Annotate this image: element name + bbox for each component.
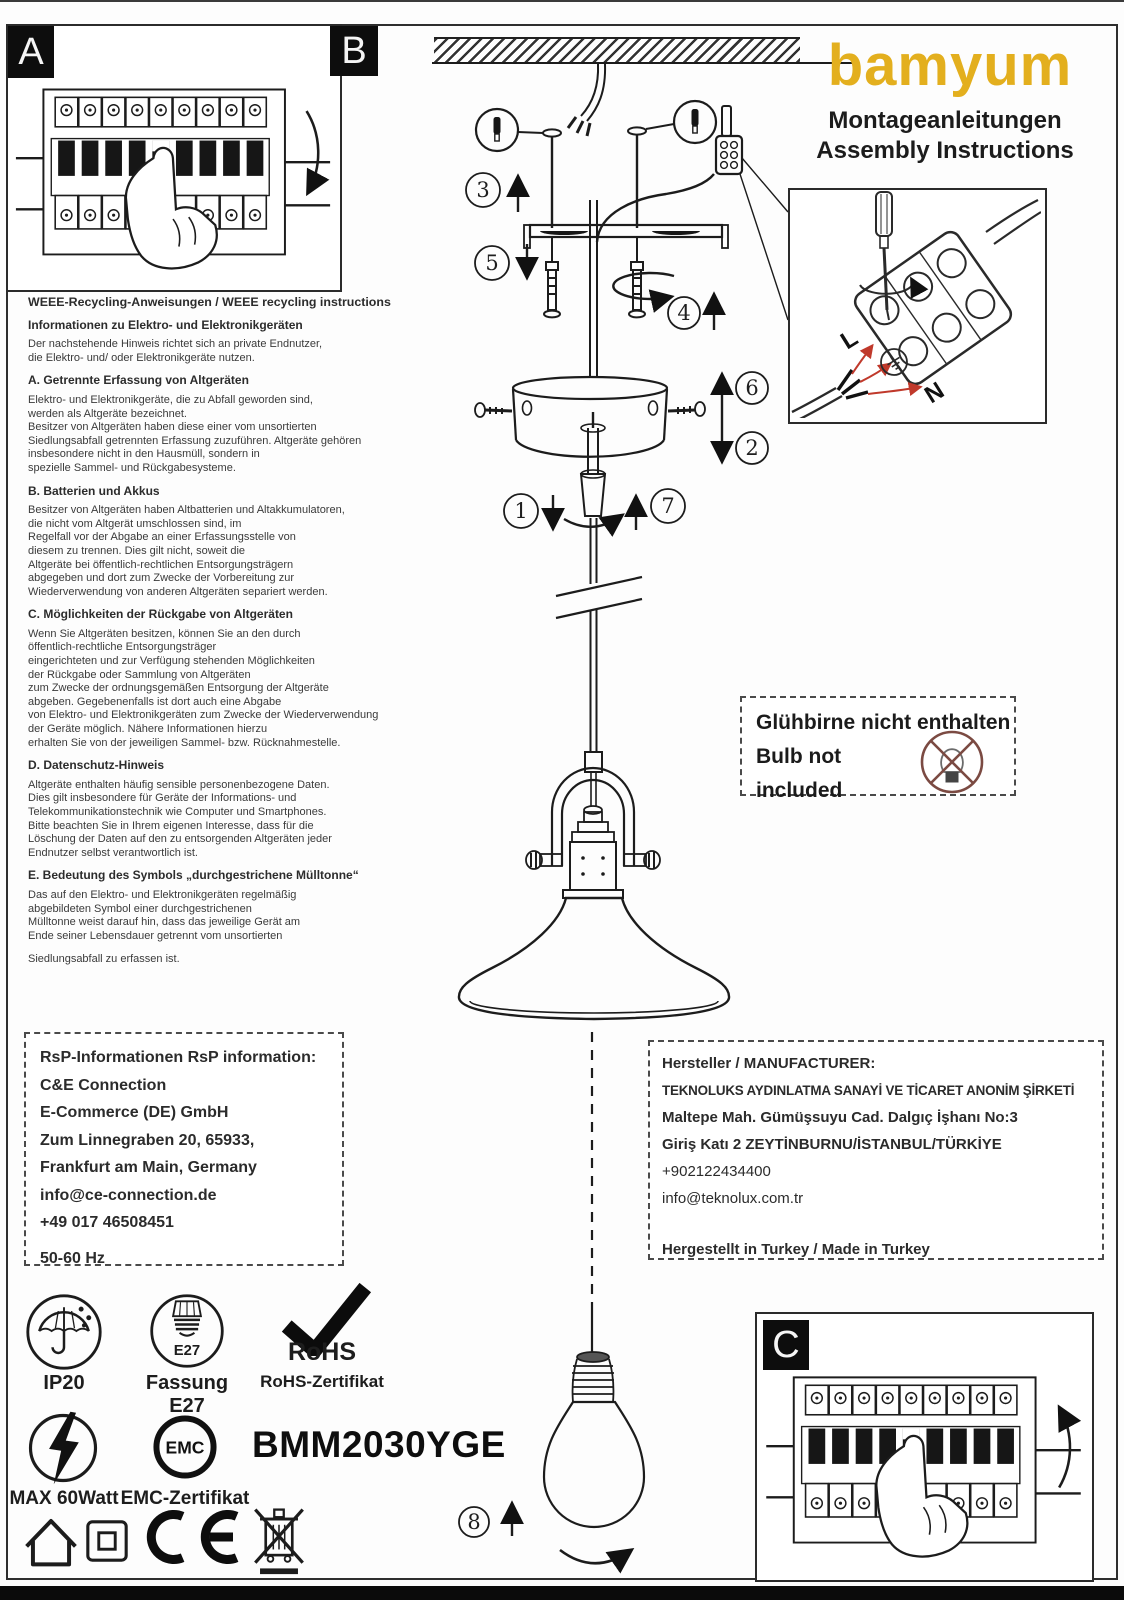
rsp-line: Zum Linnegraben 20, 65933,: [40, 1131, 255, 1149]
terminal-live-label: L: [836, 324, 863, 356]
emc-cert-label: EMC-Zertifikat: [120, 1488, 250, 1509]
bulb-not-included-box: [740, 696, 1016, 802]
breaker-on-diagram: [761, 1344, 1088, 1574]
rohs-cert-label: RoHS-Zertifikat: [260, 1372, 384, 1391]
panel-c: [755, 1312, 1094, 1582]
step-2: 2: [745, 436, 759, 460]
weee-heading-e: E. Bedeutung des Symbols „durchgestrichene Mülltonne“: [28, 868, 359, 883]
rsp-line: Frankfurt am Main, Germany: [40, 1159, 257, 1176]
max-watt-label: MAX 60Watt: [9, 1488, 119, 1509]
weee-bin-icon: [250, 1502, 308, 1576]
weee-body-a: Elektro- und Elektronikgeräte, die zu Abfall geworden sind, werden als Altgeräte bezeichnet. Besitzer von Altgeräten haben diese einer vom unsortierten Siedlungsabfall getrennten Erfassung zuzuführen. Altgeräte gehören insbesondere nicht in den Hausmüll, sondern in spezielle Sammel- und Rückgabesysteme.: [28, 393, 362, 474]
step-4: 4: [677, 301, 691, 325]
weee-body-c: Wenn Sie Altgeräten besitzen, können Sie an den durch öffentlich-rechtliche Entsorgungsträger eingerichteten und zur Verfügung stehenden Möglichkeiten der Rückgabe oder Sammlung von Altgeräten zum Zwecke der ordnungsgemäßen Entsorgung der Altgeräte abgeben. Gegebenenfalls ist dort auch eine Abgabe von Elektro- und Elektronikgeräten zum Zwecke der Wiederverwendung der Geräte möglich. Nähere Informationen hierzu erhalten Sie von der jeweiligen Sammel- bzw. Rücknahmestelle.: [28, 627, 379, 749]
manufacturer-email: info@teknolux.com.tr: [662, 1190, 804, 1207]
e27-icon-text: E27: [173, 1343, 201, 1360]
step-6: 6: [745, 376, 759, 400]
emc-icon-text: EMC: [165, 1437, 205, 1458]
weee-heading-b: B. Batterien und Akkus: [28, 483, 160, 498]
step-1: 1: [514, 499, 528, 523]
bottom-bar: [0, 1586, 1124, 1600]
weee-intro: Der nachstehende Hinweis richtet sich an private Endnutzer, die Elektro- und/ oder Elektronikgeräte nutzen.: [28, 338, 323, 364]
weee-title: WEEE-Recycling-Anweisungen / WEEE recycling instructions: [28, 295, 391, 309]
rsp-line: RsP-Informationen RsP information:: [40, 1049, 317, 1066]
bulb-note-de: Glühbirne nicht enthalten: [756, 711, 1011, 734]
rsp-line: info@ce-connection.de: [40, 1186, 217, 1204]
emc-badge-icon: [150, 1412, 220, 1482]
panel-a: [6, 24, 342, 292]
model-number: BMM2030YGE: [252, 1424, 506, 1465]
bulb-note-en: Bulb not included: [756, 745, 843, 802]
subtitle-de: Montageanleitungen: [828, 107, 1062, 134]
subtitle-en: Assembly Instructions: [816, 137, 1074, 164]
rsp-information-box: [24, 1032, 344, 1266]
socket-label: Fassung E27: [145, 1372, 229, 1417]
breaker-off-diagram: [12, 54, 336, 286]
pendant-lamp-assembly-diagram: [330, 25, 810, 1580]
manufacturer-phone: +902122434400: [662, 1163, 771, 1180]
top-rule: [0, 0, 1124, 2]
step-7: 7: [661, 494, 675, 518]
panel-c-letter: C: [772, 1323, 800, 1366]
crossed-bulb-icon: [918, 728, 986, 796]
rsp-line: C&E Connection: [40, 1076, 167, 1094]
weee-heading-d: D. Datenschutz-Hinweis: [28, 758, 165, 773]
brand-logo: bamyum: [827, 33, 1073, 98]
ip-rating-label: IP20: [43, 1372, 85, 1394]
house-icon: [22, 1512, 80, 1568]
manufacturer-address-1: Maltepe Mah. Gümüşsuyu Cad. Dalgıç İşhanı No:3: [662, 1109, 1018, 1126]
weee-body-b: Besitzer von Altgeräten haben Altbatterien und Altakkumulatoren, die nicht vom Altgerät umschlossen sind, im Regelfall vor der Abgabe an einer Erfassungsstelle von diesem zu trennen. Dies gilt nicht, soweit die Altgeräte bei öffentlich-rechtlichen Entsorgungsträgern abgegeben und dort zum Zwecke der Vorbereitung zur Wiederverwendung von anderen Altgeräten separiert werden.: [28, 504, 345, 598]
panel-a-letter: A: [18, 30, 44, 73]
weee-intro-heading: Informationen zu Elektro- und Elektronikgeräten: [28, 317, 303, 332]
step-5: 5: [485, 251, 499, 275]
manufacturer-box: [648, 1040, 1104, 1260]
made-in-label: Hergestellt in Turkey / Made in Turkey: [662, 1241, 930, 1258]
manufacturer-heading: Hersteller / MANUFACTURER:: [662, 1055, 876, 1072]
rsp-line: +49 017 46508451: [40, 1214, 174, 1231]
terminal-neutral-label: N: [920, 376, 950, 410]
weee-body-d: Altgeräte enthalten häufig sensible personenbezogene Daten. Dies gilt insbesondere für Geräte der Informations- und Telekommunikationstechnik wie Computer und Smartphones. Bitte beachten Sie in Ihrem eigenen Interesse, dass für die Löschung der Daten auf den zu entsorgenden Altgeräten jeder Endnutzer selbst verantwortlich ist.: [28, 778, 332, 859]
step-3: 3: [476, 178, 490, 202]
manufacturer-name: TEKNOLUKS AYDINLATMA SANAYİ VE TİCARET ANONİM ŞİRKETİ: [662, 1083, 1075, 1098]
ce-mark-icon: [134, 1508, 242, 1566]
umbrella-rain-icon: [24, 1292, 104, 1372]
weee-heading-c: C. Möglichkeiten der Rückgabe von Altgeräten: [28, 607, 293, 622]
weee-footer: Siedlungsabfall zu erfassen ist.: [28, 953, 180, 966]
terminal-wiring-inset: [788, 188, 1047, 424]
rsp-line: E-Commerce (DE) GmbH: [40, 1104, 229, 1121]
step-8: 8: [467, 1510, 481, 1534]
manufacturer-address-2: Giriş Katı 2 ZEYTİNBURNU/İSTANBUL/TÜRKİYE: [662, 1136, 1002, 1153]
rsp-frequency: 50-60 Hz: [40, 1249, 105, 1267]
e27-socket-icon: [148, 1292, 226, 1370]
panel-b-letter: B: [341, 29, 367, 72]
rohs-label: RoHS: [287, 1338, 357, 1366]
lightning-icon: [24, 1408, 102, 1488]
weee-heading-a: A. Getrennte Erfassung von Altgeräten: [28, 373, 249, 388]
terminal-wiring-diagram: [790, 190, 1041, 418]
double-insulation-icon: [86, 1520, 128, 1562]
weee-body-e: Das auf den Elektro- und Elektronikgeräten regelmäßig abgebildeten Symbol einer durchgestrichenen Mülltonne weist darauf hin, dass das jeweilige Gerät am Ende seiner Lebensdauer getrennt vom unsortierten: [28, 888, 301, 942]
